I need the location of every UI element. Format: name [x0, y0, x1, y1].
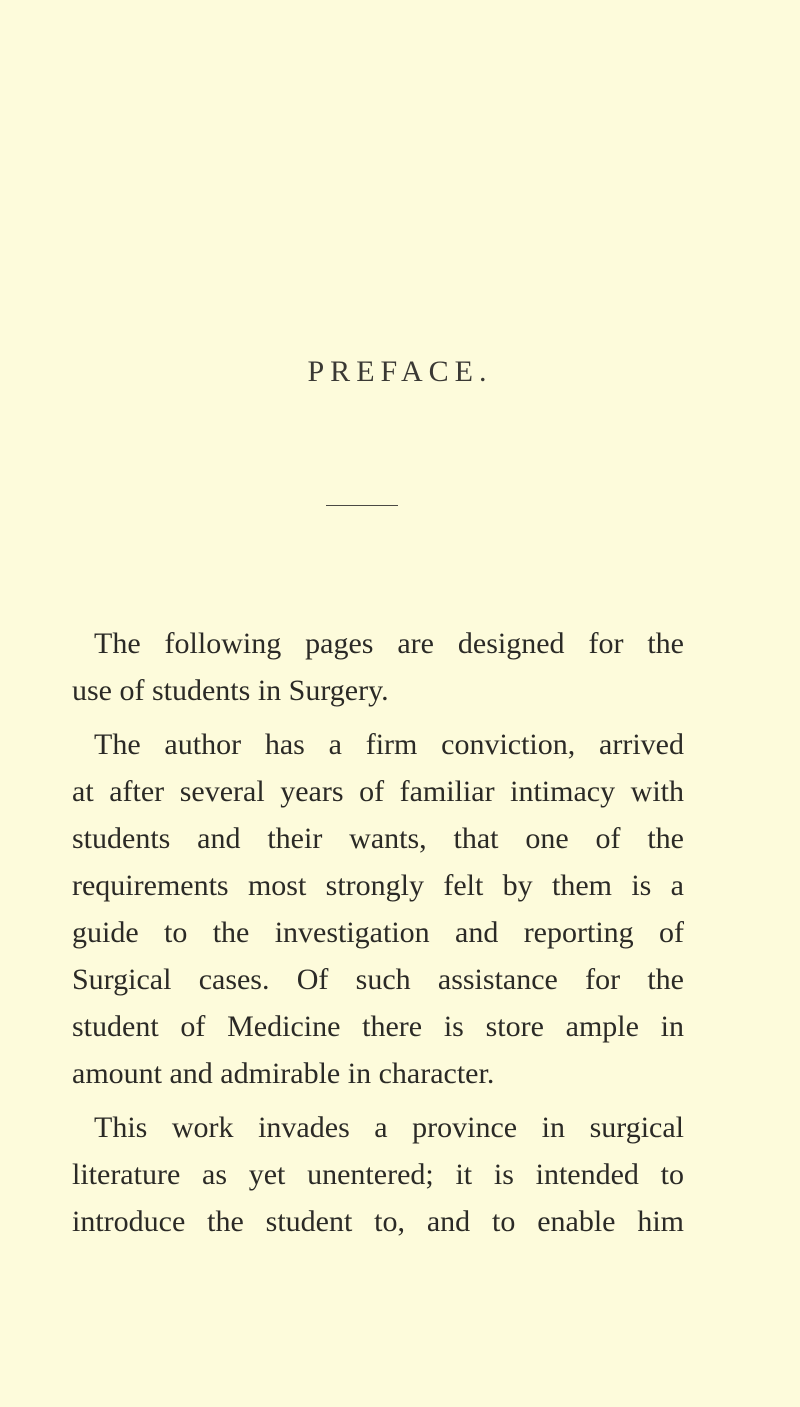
page-title: PREFACE.	[307, 355, 493, 388]
text-line: The author has a firm conviction, arrived	[94, 728, 684, 761]
text-line: The following pages are designed for the	[94, 627, 684, 660]
text-line: amount and admirable in character.	[72, 1057, 495, 1090]
text-line: introduce the student to, and to enable him	[72, 1205, 684, 1238]
title-divider	[326, 505, 398, 506]
text-line: literature as yet unentered; it is intended to	[72, 1158, 684, 1191]
paragraph-1	[72, 620, 684, 714]
text-line: students and their wants, that one of the	[72, 822, 684, 855]
text-line: student of Medicine there is store ample in	[72, 1010, 684, 1043]
paragraph-3	[72, 1104, 684, 1245]
text-line: at after several years of familiar intimacy with	[72, 775, 684, 808]
text-line: This work invades a province in surgical	[94, 1111, 684, 1144]
paragraph-2	[72, 721, 684, 1097]
text-line: Surgical cases. Of such assistance for the	[72, 963, 684, 996]
text-line: guide to the investigation and reporting of	[72, 916, 684, 949]
preface-body	[72, 620, 684, 1245]
text-line: use of students in Surgery.	[72, 674, 389, 707]
text-line: requirements most strongly felt by them is a	[72, 869, 684, 902]
